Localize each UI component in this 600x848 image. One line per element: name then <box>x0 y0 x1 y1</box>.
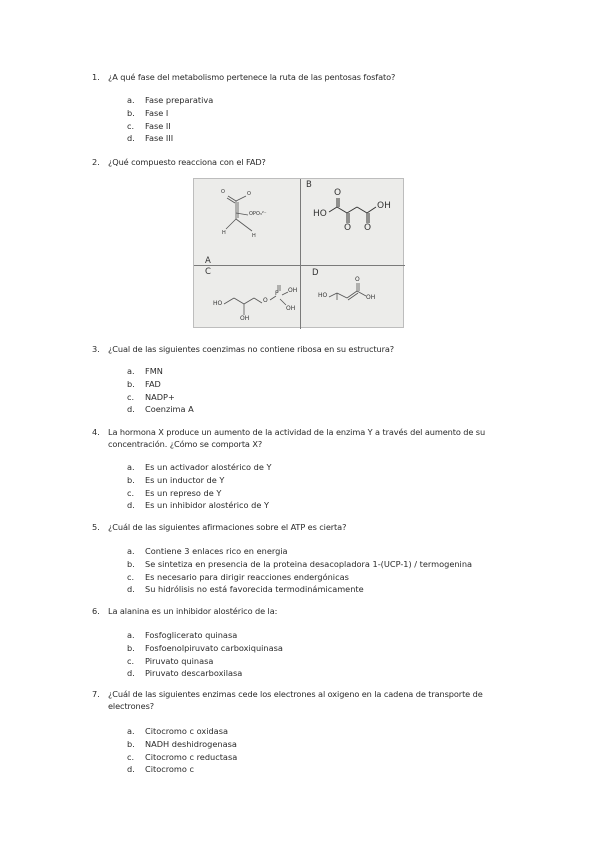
option-text: Es un activador alostérico de Y <box>145 462 272 472</box>
panel-label-c: C <box>205 267 211 277</box>
option-text: Contiene 3 enlaces rico en energia <box>145 546 288 556</box>
option-text: Coenzima A <box>145 404 194 415</box>
option-letter: c. <box>127 487 135 498</box>
question-number: 6. <box>92 606 100 616</box>
question-text: ¿Cuál de las siguientes afirmaciones sobre el ATP es cierta? <box>108 522 347 532</box>
atom-label: P <box>275 290 279 297</box>
option-text: Su hidrólisis no está favorecida termodinámicamente <box>145 584 364 595</box>
option-text: Es un inhibidor alostérico de Y <box>145 500 270 511</box>
molecule-b-bonds <box>329 198 376 223</box>
option-letter: c. <box>127 391 135 402</box>
option-letter: d. <box>127 133 135 144</box>
panel-label-a: A <box>205 256 211 266</box>
atom-label: HO <box>318 292 328 299</box>
question-number: 3. <box>92 344 100 354</box>
option-text: Citocromo c oxidasa <box>145 726 228 736</box>
atom-label: OH <box>240 315 250 322</box>
option-text: Fase preparativa <box>145 95 214 105</box>
option-letter: a. <box>127 546 135 556</box>
option-text: NADH deshidrogenasa <box>145 738 237 749</box>
atom-label: O <box>263 297 268 304</box>
atom-label: H <box>252 233 256 239</box>
option-letter: d. <box>127 584 135 595</box>
option-text: Citocromo c <box>145 764 194 775</box>
option-text: FMN <box>145 366 163 376</box>
option-text: Piruvato quinasa <box>145 655 214 666</box>
option-letter: a. <box>127 630 135 640</box>
question-number: 1. <box>92 72 100 82</box>
panel-label-d: D <box>312 268 319 278</box>
question-text: La hormona X produce un aumento de la actividad de la enzima Y a través del aumento de su concentración. ¿Cómo se comporta X? <box>108 427 486 449</box>
option-text: Se sintetiza en presencia de la proteina desacopladora 1-(UCP-1) / termogenina <box>145 558 473 569</box>
option-text: Es necesario para dirigir reacciones endergónicas <box>145 571 349 582</box>
option-letter: d. <box>127 668 135 679</box>
question-text: La alanina es un inhibidor alostérico de la: <box>108 606 278 616</box>
atom-label: O <box>247 191 251 197</box>
atom-label: O <box>364 223 372 233</box>
atom-label: OH <box>288 287 298 294</box>
option-text: Fase III <box>145 133 174 144</box>
atom-label: OPO₃²⁻ <box>249 211 267 217</box>
atom-label: OH <box>366 294 376 301</box>
option-letter: c. <box>127 571 135 582</box>
option-letter: b. <box>127 558 135 569</box>
option-text: Piruvato descarboxilasa <box>145 668 243 679</box>
question-text: ¿Cual de las siguientes coenzimas no contiene ribosa en su estructura? <box>108 344 395 354</box>
option-text: FAD <box>145 378 161 389</box>
molecule-d-bonds <box>329 283 366 300</box>
option-letter: b. <box>127 738 135 749</box>
atom-label: O <box>221 189 225 195</box>
question-number: 4. <box>92 427 100 437</box>
option-letter: d. <box>127 404 135 415</box>
atom-label: O <box>344 223 352 233</box>
option-letter: b. <box>127 642 135 653</box>
option-letter: c. <box>127 655 135 666</box>
option-letter: d. <box>127 500 135 511</box>
molecule-structures <box>194 179 405 329</box>
question-number: 2. <box>92 157 100 167</box>
option-text: Fosfoglicerato quinasa <box>145 630 238 640</box>
option-letter: b. <box>127 107 135 118</box>
option-letter: c. <box>127 120 135 131</box>
option-text: Fosfoenolpiruvato carboxiquinasa <box>145 642 283 653</box>
atom-label: O <box>334 188 342 198</box>
atom-label: HO <box>313 209 327 219</box>
option-text: NADP+ <box>145 391 175 402</box>
atom-label: HO <box>213 300 223 307</box>
option-letter: d. <box>127 764 135 775</box>
question-number: 5. <box>92 522 100 532</box>
option-letter: b. <box>127 474 135 485</box>
atom-label: H <box>222 230 226 236</box>
question-number: 7. <box>92 689 100 699</box>
option-text: Fase II <box>145 120 171 131</box>
question-text: ¿A qué fase del metabolismo pertenece la ruta de las pentosas fosfato? <box>108 72 396 82</box>
option-text: Es un represo de Y <box>145 487 222 498</box>
option-text: Fase I <box>145 107 169 118</box>
option-letter: a. <box>127 462 135 472</box>
atom-label: OH <box>377 201 391 211</box>
option-text: Citocromo c reductasa <box>145 751 238 762</box>
option-text: Es un inductor de Y <box>145 474 225 485</box>
option-letter: b. <box>127 378 135 389</box>
option-letter: c. <box>127 751 135 762</box>
panel-label-b: B <box>306 180 312 190</box>
option-letter: a. <box>127 366 135 376</box>
molecule-figure <box>193 178 404 328</box>
option-letter: a. <box>127 726 135 736</box>
atom-label: OH <box>286 305 296 312</box>
option-letter: a. <box>127 95 135 105</box>
question-text: ¿Qué compuesto reacciona con el FAD? <box>108 157 266 167</box>
question-text: ¿Cuál de las siguientes enzimas cede los electrones al oxigeno en la cadena de transporte de electrones? <box>108 689 483 711</box>
atom-label: O <box>355 276 360 283</box>
